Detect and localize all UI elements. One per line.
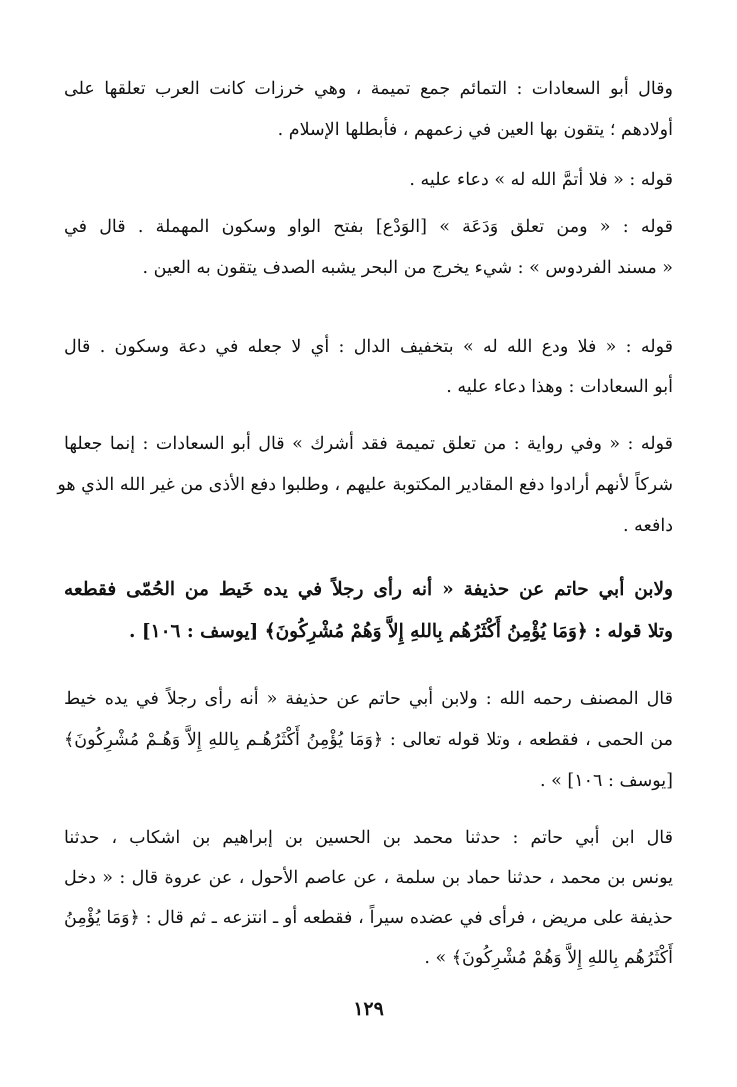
paragraph-7-line-2: من الحمى ، فقطعه ، وتلا قوله تعالى : ﴿وَمَا يُؤْمِنُ أَكْثَرُهُـم بِاللهِ إِلاَّ وَهُـمْ مُشْرِكُونَ﴾ [64, 730, 673, 750]
paragraph-7-line-1: قال المصنف رحمه الله : ولابن أبي حاتم عن حذيفة « أنه رأى رجلاً في يده خيط [64, 689, 673, 709]
paragraph-1-line-2: أولادهم ؛ يتقون بها العين في زعمهم ، فأبطلها الإسلام . [277, 120, 673, 140]
paragraph-8-line-4: أَكْثَرُهُم بِاللهِ إِلاَّ وَهُمْ مُشْرِكُونَ﴾ » . [424, 948, 673, 968]
paragraph-6-line-1: ولابن أبي حاتم عن حذيفة « أنه رأى رجلاً في يده خَيط من الحُمّى فقطعه [64, 579, 673, 600]
paragraph-3-line-1: قوله : « ومن تعلق وَدَعَة » [الوَدْع] بفتح الواو وسكون المهملة . قال في [64, 217, 673, 237]
paragraph-5-line-3: دافعه . [623, 516, 673, 536]
paragraph-1-line-1: وقال أبو السعادات : التمائم جمع تميمة ، وهي خرزات كانت العرب تعلقها على [64, 79, 673, 99]
paragraph-8-line-1: قال ابن أبي حاتم : حدثنا محمد بن الحسين بن إبراهيم بن اشكاب ، حدثنا [64, 828, 673, 848]
paragraph-7-line-3: [يوسف : ١٠٦] » . [540, 771, 673, 791]
paragraph-2-line-1: قوله : « فلا أتمَّ الله له » دعاء عليه . [409, 170, 673, 190]
paragraph-5-line-1: قوله : « وفي رواية : من تعلق تميمة فقد أشرك » قال أبو السعادات : إنما جعلها [64, 434, 673, 454]
paragraph-6-line-2: وتلا قوله : ﴿وَمَا يُؤْمِنُ أَكْثَرُهُم بِاللهِ إِلاَّ وَهُمْ مُشْرِكُونَ﴾ [يوسف : ١٠٦] . [129, 621, 673, 642]
paragraph-3-line-2: « مسند الفردوس » : شيء يخرج من البحر يشبه الصدف يتقون به العين . [142, 258, 673, 278]
paragraph-8-line-3: حذيفة على مريض ، فرأى في عضده سيراً ، فقطعه أو ـ انتزعه ـ ثم قال : ﴿وَمَا يُؤْمِنُ [64, 908, 673, 928]
paragraph-4-line-2: أبو السعادات : وهذا دعاء عليه . [446, 377, 673, 397]
paragraph-8-line-2: يونس بن محمد ، حدثنا حماد بن سلمة ، عن عاصم الأحول ، عن عروة قال : « دخل [64, 868, 673, 888]
page-number: ١٢٩ [353, 998, 384, 1020]
paragraph-4-line-1: قوله : « فلا ودع الله له » بتخفيف الدال : أي لا جعله في دعة وسكون . قال [64, 337, 673, 357]
paragraph-5-line-2: شركاً لأنهم أرادوا دفع المقادير المكتوبة عليهم ، وطلبوا دفع الأذى من غير الله الذي هو [57, 475, 673, 495]
